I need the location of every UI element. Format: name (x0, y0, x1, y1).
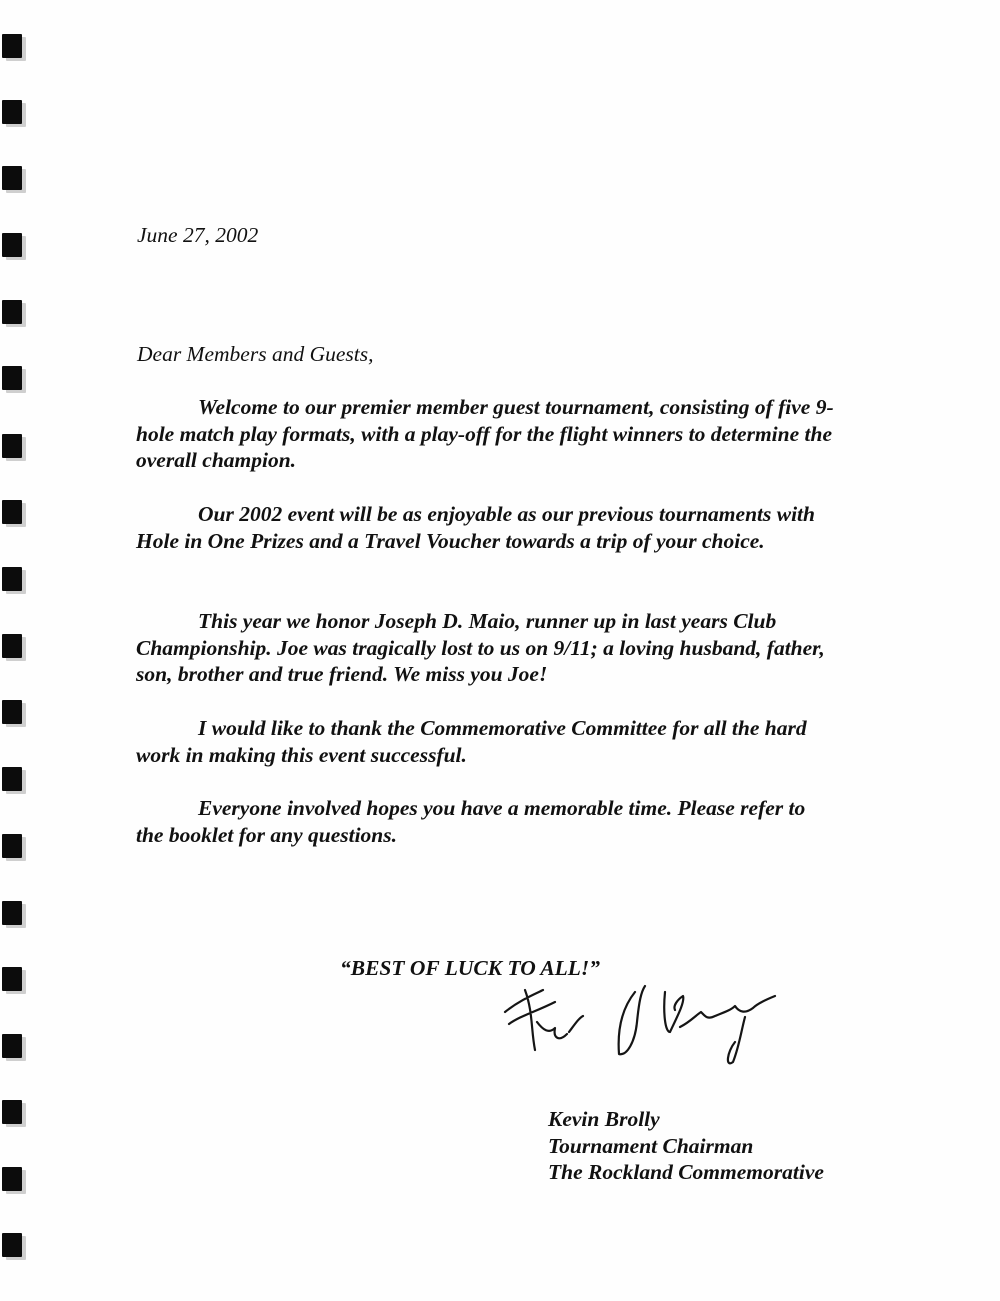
paragraph-honor: This year we honor Joseph D. Maio, runner up in last years Club Championship. Joe was tragically lost to us on 9/11; a loving husband, father, son, brother and true friend. We miss you Joe! (136, 609, 825, 686)
paragraph-event: Our 2002 event will be as enjoyable as our previous tournaments with Hole in One Prizes and a Travel Voucher towards a trip of your choice. (136, 502, 815, 553)
signer-organization: The Rockland Commemorative (548, 1160, 824, 1184)
letter-salutation: Dear Members and Guests, (137, 342, 374, 366)
letter-date: June 27, 2002 (137, 223, 259, 247)
signer-title: Tournament Chairman (548, 1133, 754, 1158)
paragraph-welcome: Welcome to our premier member guest tournament, consisting of five 9-hole match play formats, with a play-off for the flight winners to determine the overall champion. (136, 395, 834, 472)
paragraph-closing-note: Everyone involved hopes you have a memorable time. Please refer to the booklet for any questions. (136, 796, 806, 847)
closing-line: “BEST OF LUCK TO ALL!” (340, 956, 601, 980)
signer-block (548, 1106, 824, 1186)
handwritten-signature (495, 972, 795, 1072)
signer-name: Kevin Brolly (548, 1107, 660, 1131)
paragraph-thanks: I would like to thank the Commemorative Committee for all the hard work in making this event successful. (136, 716, 807, 767)
